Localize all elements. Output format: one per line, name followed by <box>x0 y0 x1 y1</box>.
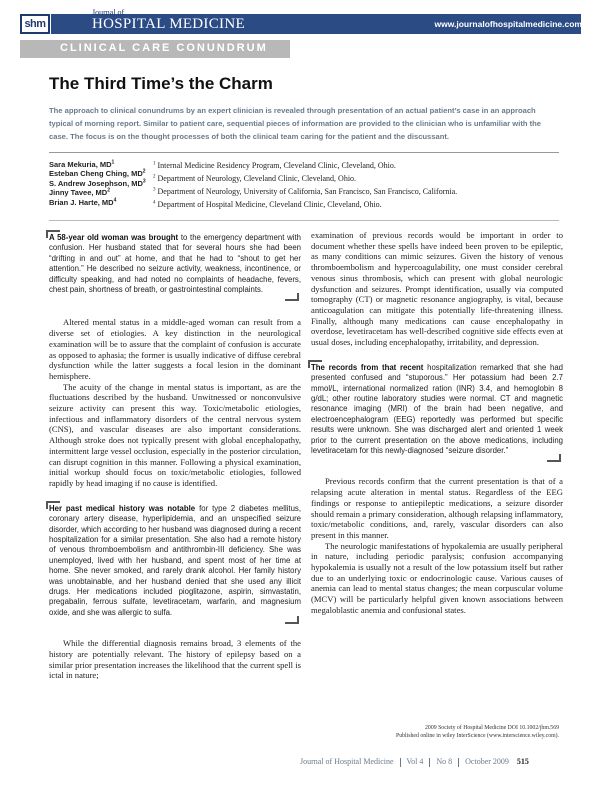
journal-of-label: Journal of <box>92 8 125 17</box>
author: Brian J. Harte, $MD^4$ <box>49 197 117 207</box>
case-presentation-1 <box>49 230 301 301</box>
footer-issue: No 8 <box>436 757 453 766</box>
affiliation: $^2$ Department of Neurology, Cleveland Clinic, Cleveland, Ohio. <box>153 174 357 183</box>
shm-logo: shm <box>20 14 50 34</box>
case-bracket-bottom <box>285 616 299 624</box>
separator <box>429 758 430 767</box>
article-abstract: The approach to clinical conundrums by an expert clinician is revealed through presentation of an actual patient’s case in an approach typical of morning report. Similar to patient care, sequential pieces of information are provided to the clinician who is unfamiliar with the case. The focus is on the thought processes of both the clinical team caring for the patient and the discussant. <box>49 106 541 141</box>
journal-footer <box>300 757 529 767</box>
journal-website-link[interactable]: www.journalofhospitalmedicine.com <box>434 19 582 29</box>
divider <box>49 220 559 221</box>
case-presentation-2 <box>49 501 301 624</box>
footer-date: October 2009 <box>465 757 509 766</box>
divider <box>49 152 559 153</box>
left-column <box>49 230 301 681</box>
case-bracket-top <box>46 501 60 509</box>
affiliation: $^3$ Department of Neurology, University of California, San Francisco, San Francisco, California. <box>153 187 458 196</box>
section-label: CLINICAL CARE CONUNDRUM <box>60 42 268 54</box>
author: Esteban Cheng Ching, $MD^2$ <box>49 168 146 179</box>
article-title: The Third Time’s the Charm <box>49 74 273 93</box>
affiliation-list <box>153 159 457 211</box>
footer-journal: Journal of Hospital Medicine <box>300 757 394 766</box>
copyright-line: 2009 Society of Hospital Medicine DOI 10.1002/jhm.569 <box>425 725 559 731</box>
case-presentation-3 <box>311 360 563 463</box>
author-list <box>49 160 146 207</box>
footer-volume: Vol 4 <box>406 757 424 766</box>
author: Sara Mekuria, $MD^1$ <box>49 159 115 169</box>
copyright-note <box>396 724 559 740</box>
case-text: The records from that recent hospitalization remarked that she had presented confused and “stuporous.” Her potassium had been 2.7 mmol/L, international normalized ration (INR) 3.4, and hemoglobin 8 g/dL; other routine laboratory studies were normal. CT and magnetic resonance imaging (MRI) of the brain had been negative, and electroencephalogram (EEG) reportedly was performed but specific results were unknown. She was discharged alert and oriented 1 week prior to the current presentation on the above medications, including levetiracetam for this newly-diagnosed “seizure disorder.” <box>311 362 563 455</box>
case-bracket-top <box>46 230 60 238</box>
case-bracket-top <box>308 360 322 368</box>
page-number: 515 <box>516 757 529 766</box>
published-online-line: Published online in wiley InterScience (www.interscience.wiley.com). <box>396 733 559 739</box>
journal-name: HOSPITAL MEDICINE <box>92 16 245 32</box>
discussion-1: Altered mental status in a middle-aged woman can result from a diverse set of etiologies. A key distinction in the neurological examination will be to assure that the complaint of confusion is accurate as opposed to aphasia; the former is usually indicative of diffuse cerebral dysfunction while the latter suggests a focal lesion in the dominant hemisphere. The acuity of the change in mental status is important, as are the fluctuations described by the husband. Unwitnessed or nonconvulsive seizure activity can present this way. Toxic/metabolic etiologies, infectious and inflammatory disorders of the central nervous system (CNS), and vascular diseases are also important considerations. Although stroke does not typically present with global encephalopathy, intermittent large vessel occlusion, especially in the posterior circulation, can disrupt cognition in this manner. Following a physical examination, initial workup should focus on toxic/metabolic etiologies, followed rapidly by head imaging if no cause is identified. <box>49 317 301 488</box>
right-column <box>311 230 563 616</box>
case-bracket-bottom <box>547 454 561 462</box>
affiliation: $^1$ Internal Medicine Residency Program, Cleveland Clinic, Cleveland, Ohio. <box>153 161 396 170</box>
discussion-2: While the differential diagnosis remains broad, 3 elements of the history are potentially relevant. The history of epilepsy based on a similar prior presentation increases the likelihood that the current spell is ictal in nature; <box>49 638 301 681</box>
affiliation: $^4$ Department of Hospital Medicine, Cleveland Clinic, Cleveland, Ohio. <box>153 200 382 209</box>
separator <box>400 758 401 767</box>
discussion-3: Previous records confirm that the current presentation is that of a relapsing acute alteration in mental status. Regardless of the EEG findings or response to antiepileptic medications, a seizure disorder should remain a primary consideration, although relapsing inflammatory, toxic/metabolic conditions, and, rarely, vascular disorders can also present in this manner. The neurologic manifestations of hypokalemia are usually peripheral in nature, including periodic paralysis; confusion accompanying hypokalemia is usually not a result of the low potassium itself but rather due to an underlying toxic or endocrinologic cause. Various causes of anemia can lead to mental status changes; the mean corpuscular volume (MCV) will be particularly helpful given known associations between megaloblastic anemia and confusional states. <box>311 476 563 615</box>
author: S. Andrew Josephson, $MD^3$ <box>49 178 146 188</box>
author: Jinny Tavee, $MD^2$ <box>49 187 110 198</box>
case-bracket-bottom <box>285 293 299 301</box>
discussion-2-continued: examination of previous records would be important in order to document whether these spells have indeed been proven to be epileptic, as many conditions can mimic seizures. Given the history of venous thromboembolism and hypercoagulability, one must consider cerebral venous sinus thrombosis, which can present with global neurologic dysfunction and seizures. Prompt identification, usually via computed tomography (CT) or magnetic resonance angiography, is vital, because anticoagulation can mitigate this potentially life-threatening illness. Finally, although many medications can cause encephalopathy in overdose, levetiracetam has well-described cognitive side effects even at usual doses, including encephalopathy, irritability, and depression. <box>311 230 563 348</box>
case-text: A 58-year old woman was brought to the emergency department with confusion. Her husband stated that for several hours she had been “drifting in and out” at home, and that he had to “shout to get her attention.” He described no seizure activity, weakness, incontinence, or difficulty speaking, and had noted no complaints of headache, fevers, chest pain, shortness of breath, or gastrointestinal complaints. <box>49 233 301 295</box>
case-text: Her past medical history was notable for type 2 diabetes mellitus, coronary artery disease, hyperlipidemia, and an unspecified seizure disorder, which according to her husband was diagnosed during a recent hospitalization for a similar presentation. She also had a remote history of venous thromboembolism and antithrombin-III deficiency. She was unemployed, lived with her husband, and spent most of her time at home. She never smoked, and rarely drank alcohol. Her family history was unobtainable, and her husband denied that she used any illicit drugs. Her medications included pioglitazone, aspirin, simvastatin, pregabalin, ferrous sulfate, levetiracetam, warfarin, and magnesium oxide, and she was allergic to sulfa. <box>49 503 301 617</box>
separator <box>458 758 459 767</box>
